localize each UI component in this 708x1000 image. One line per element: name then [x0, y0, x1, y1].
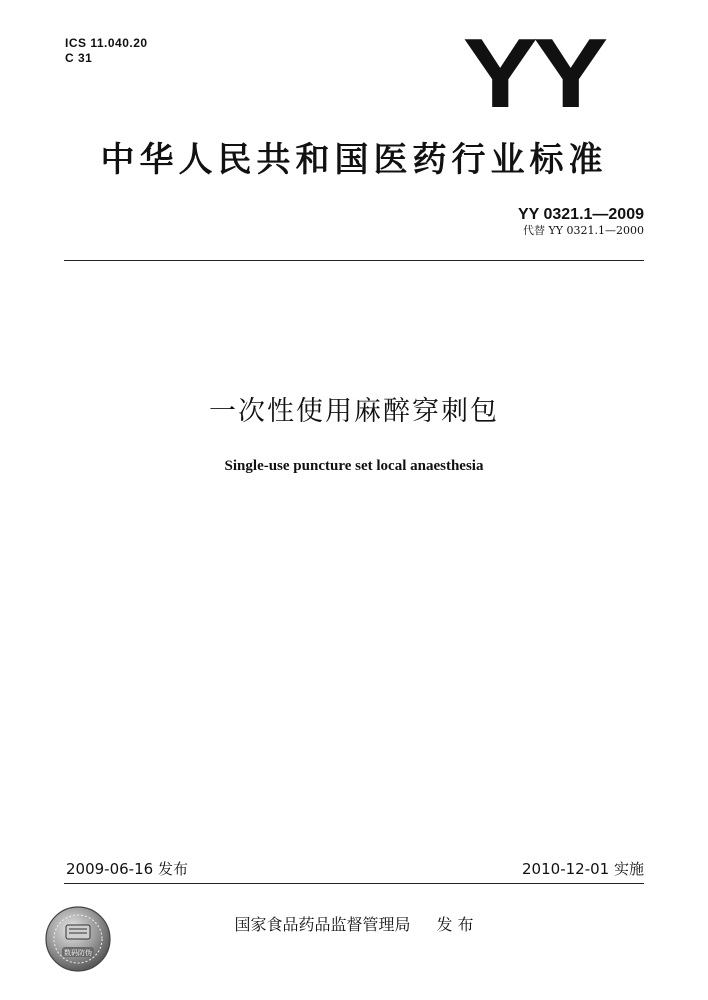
- document-title-en: Single-use puncture set local anaesthesia: [224, 458, 484, 474]
- standard-number-text: YY 0321.1—2009: [517, 206, 644, 223]
- issuer-line: [0, 914, 708, 936]
- implementation-date-value: 2010-12-01: [522, 860, 610, 878]
- issue-verb: 发布: [157, 860, 188, 878]
- implementation-date: [522, 859, 644, 879]
- document-title-cn: 一次性使用麻醉穿刺包: [209, 396, 499, 427]
- ccs-code: C 31: [65, 51, 93, 65]
- yy-logo: YY: [462, 18, 604, 128]
- classification-codes: [65, 36, 148, 66]
- issuer-verb: 发 布: [436, 915, 474, 934]
- bottom-divider: [64, 883, 644, 884]
- replaces-standard: 代替 YY 0321.1—2000: [523, 224, 644, 237]
- organization-title: 中华人民共和国医药行业标准: [100, 140, 608, 180]
- top-divider: [64, 260, 644, 261]
- issuer-name: 国家食品药品监督管理局: [234, 915, 411, 934]
- implementation-verb: 实施: [613, 860, 644, 878]
- issue-date-value: 2009-06-16: [66, 860, 154, 878]
- seal-text: 数码防伪: [64, 949, 92, 957]
- issue-date: [66, 859, 188, 879]
- standard-number: [518, 205, 644, 225]
- ics-code: ICS 11.040.20: [65, 36, 148, 50]
